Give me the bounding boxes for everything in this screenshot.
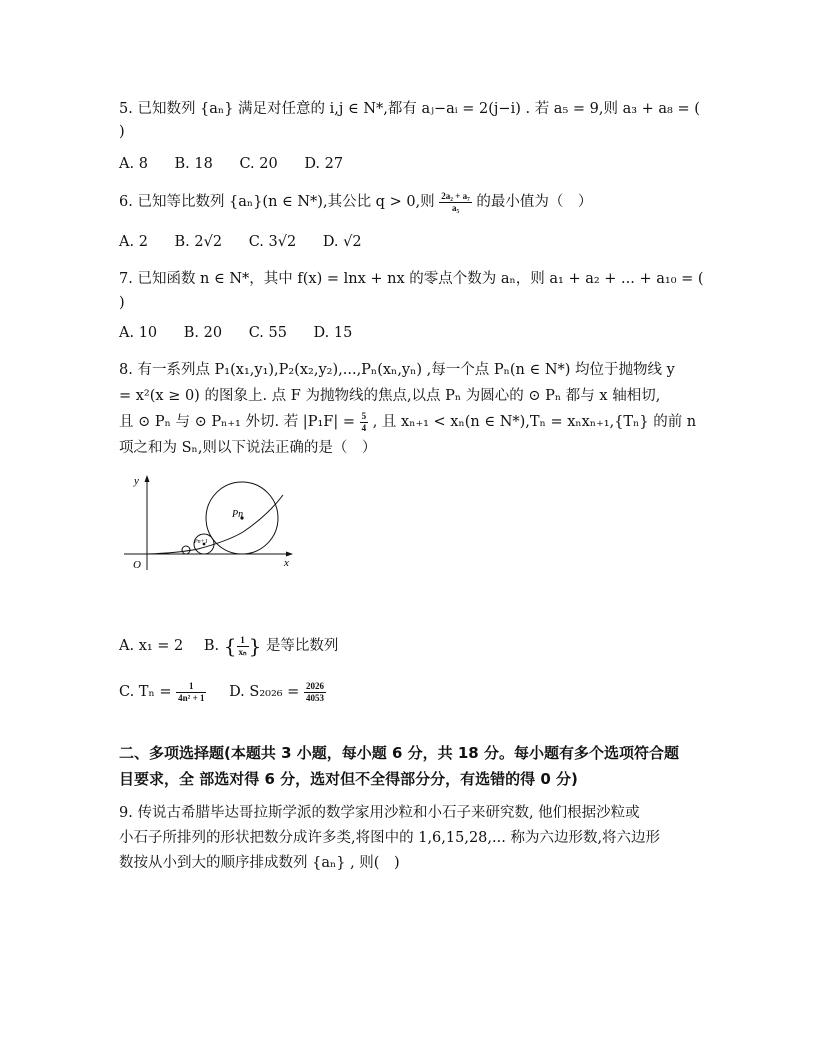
y-axis-arrow (145, 475, 150, 482)
fraction-numerator: 1 (237, 635, 249, 647)
choice-d-prefix: D. S₂₀₂₆ = (229, 684, 300, 700)
question-8-line3b: , 且 xₙ₊₁ < xₙ(n ∈ N*),Tₙ = xₙxₙ₊₁,{Tₙ} 的前 n (372, 414, 697, 430)
parabola-circles-figure (118, 470, 308, 575)
parabola-curve (147, 495, 283, 554)
choice-d: D. √2 (322, 234, 362, 250)
x-axis-arrow (286, 552, 293, 557)
question-5-line2: ) (119, 124, 125, 140)
choice-d-fraction (304, 681, 326, 704)
question-8-choice-a-b (119, 633, 338, 659)
fraction-denominator: 4 (361, 422, 367, 433)
question-7-line2: ) (119, 295, 125, 311)
choice-c: C. 3√2 (248, 234, 297, 250)
choice-c: C. 20 (239, 156, 278, 172)
choice-c: C. 55 (248, 325, 287, 341)
question-8-line1: 8. 有一系列点 P₁(x₁,y₁),P₂(x₂,y₂),...,Pₙ(xₙ,yₙ) ,每一个点 Pₙ(n ∈ N*) 均位于抛物线 y (119, 362, 675, 378)
choice-a: A. 8 (119, 156, 148, 172)
question-5-choices (119, 151, 365, 177)
question-8-fraction (360, 411, 369, 434)
fraction-denominator: xₙ (238, 646, 247, 657)
question-7-line1: 7. 已知函数 n ∈ N*，其中 f(x) = lnx + nx 的零点个数为 aₙ，则 a₁ + a₂ + ... + a₁₀ = ( (119, 271, 704, 287)
origin-label: O (133, 559, 141, 571)
choice-b: B. 2√2 (174, 234, 223, 250)
x-label: x (284, 557, 289, 569)
question-6-line (119, 189, 592, 215)
fraction-numerator: 5 (361, 410, 367, 421)
choice-b-fraction (237, 635, 249, 658)
section-2-heading-line1: 二、多项选择题(本题共 3 小题，每小题 6 分，共 18 分。每小题有多个选项符合题 (119, 744, 679, 762)
question-8-line4: 项之和为 Sₙ,则以下说法正确的是（ ） (119, 440, 377, 456)
question-8-choice-c-d (119, 679, 326, 705)
fraction-denominator: 4053 (305, 692, 324, 703)
fraction-numerator: 2a₂ + a₇ (441, 190, 470, 201)
choice-a: A. 2 (119, 234, 148, 250)
choice-b-prefix: B. (203, 638, 220, 654)
choice-d: D. 15 (313, 325, 353, 341)
fraction-numerator: 1 (176, 681, 206, 693)
y-label: y (134, 475, 139, 487)
pn1-label: Pn+1 (194, 539, 208, 545)
choice-c-fraction (176, 681, 206, 704)
choice-a: A. x₁ = 2 (119, 638, 184, 654)
fraction-denominator: a₅ (451, 202, 460, 213)
question-9-line1: 9. 传说古希腊毕达哥拉斯学派的数学家用沙粒和小石子来研究数, 他们根据沙粒或 (119, 805, 640, 821)
question-5-line1: 5. 已知数列 {aₙ} 满足对任意的 i,j ∈ N*,都有 aⱼ−aᵢ = 2(j−i) . 若 a₅ = 9,则 a₃ + a₈ = ( (119, 101, 700, 117)
question-6-choices (119, 229, 384, 255)
circle-small (182, 546, 190, 554)
choice-c-prefix: C. Tₙ = (119, 684, 172, 700)
question-9-line2: 小石子所排列的形状把数分成许多类,将图中的 1,6,15,28,... 称为六边形数,将六边形 (119, 830, 661, 846)
fraction-denominator: 4n² + 1 (178, 692, 205, 703)
question-6-fraction (439, 191, 472, 214)
choice-b: B. 18 (174, 156, 213, 172)
question-8-line3 (119, 409, 696, 435)
section-2-heading-line2: 目要求，全 部选对得 6 分，选对但不全得部分分，有选错的得 0 分) (119, 770, 578, 788)
choice-a: A. 10 (119, 325, 158, 341)
question-9-line3: 数按从小到大的顺序排成数列 {aₙ} , 则( ) (119, 855, 400, 871)
choice-b-text: 是等比数列 (265, 638, 339, 654)
choice-b: B. 20 (183, 325, 223, 341)
question-8-line3a: 且 ⊙ Pₙ 与 ⊙ Pₙ₊₁ 外切. 若 |P₁F| = (119, 414, 355, 430)
question-6-tail: 的最小值为（ ） (476, 194, 593, 210)
question-6-text: 6. 已知等比数列 {aₙ}(n ∈ N*),其公比 q > 0,则 (119, 194, 435, 210)
choice-b-brace-left: { (223, 634, 237, 658)
pn-label: Pn (232, 509, 244, 520)
question-7-choices (119, 320, 374, 346)
fraction-numerator: 2026 (305, 680, 324, 691)
question-8-line2: = x²(x ≥ 0) 的图象上. 点 F 为抛物线的焦点,以点 Pₙ 为圆心的 ⊙ Pₙ 都与 x 轴相切, (119, 388, 661, 404)
choice-d: D. 27 (304, 156, 344, 172)
choice-b-brace-right: } (248, 634, 262, 658)
